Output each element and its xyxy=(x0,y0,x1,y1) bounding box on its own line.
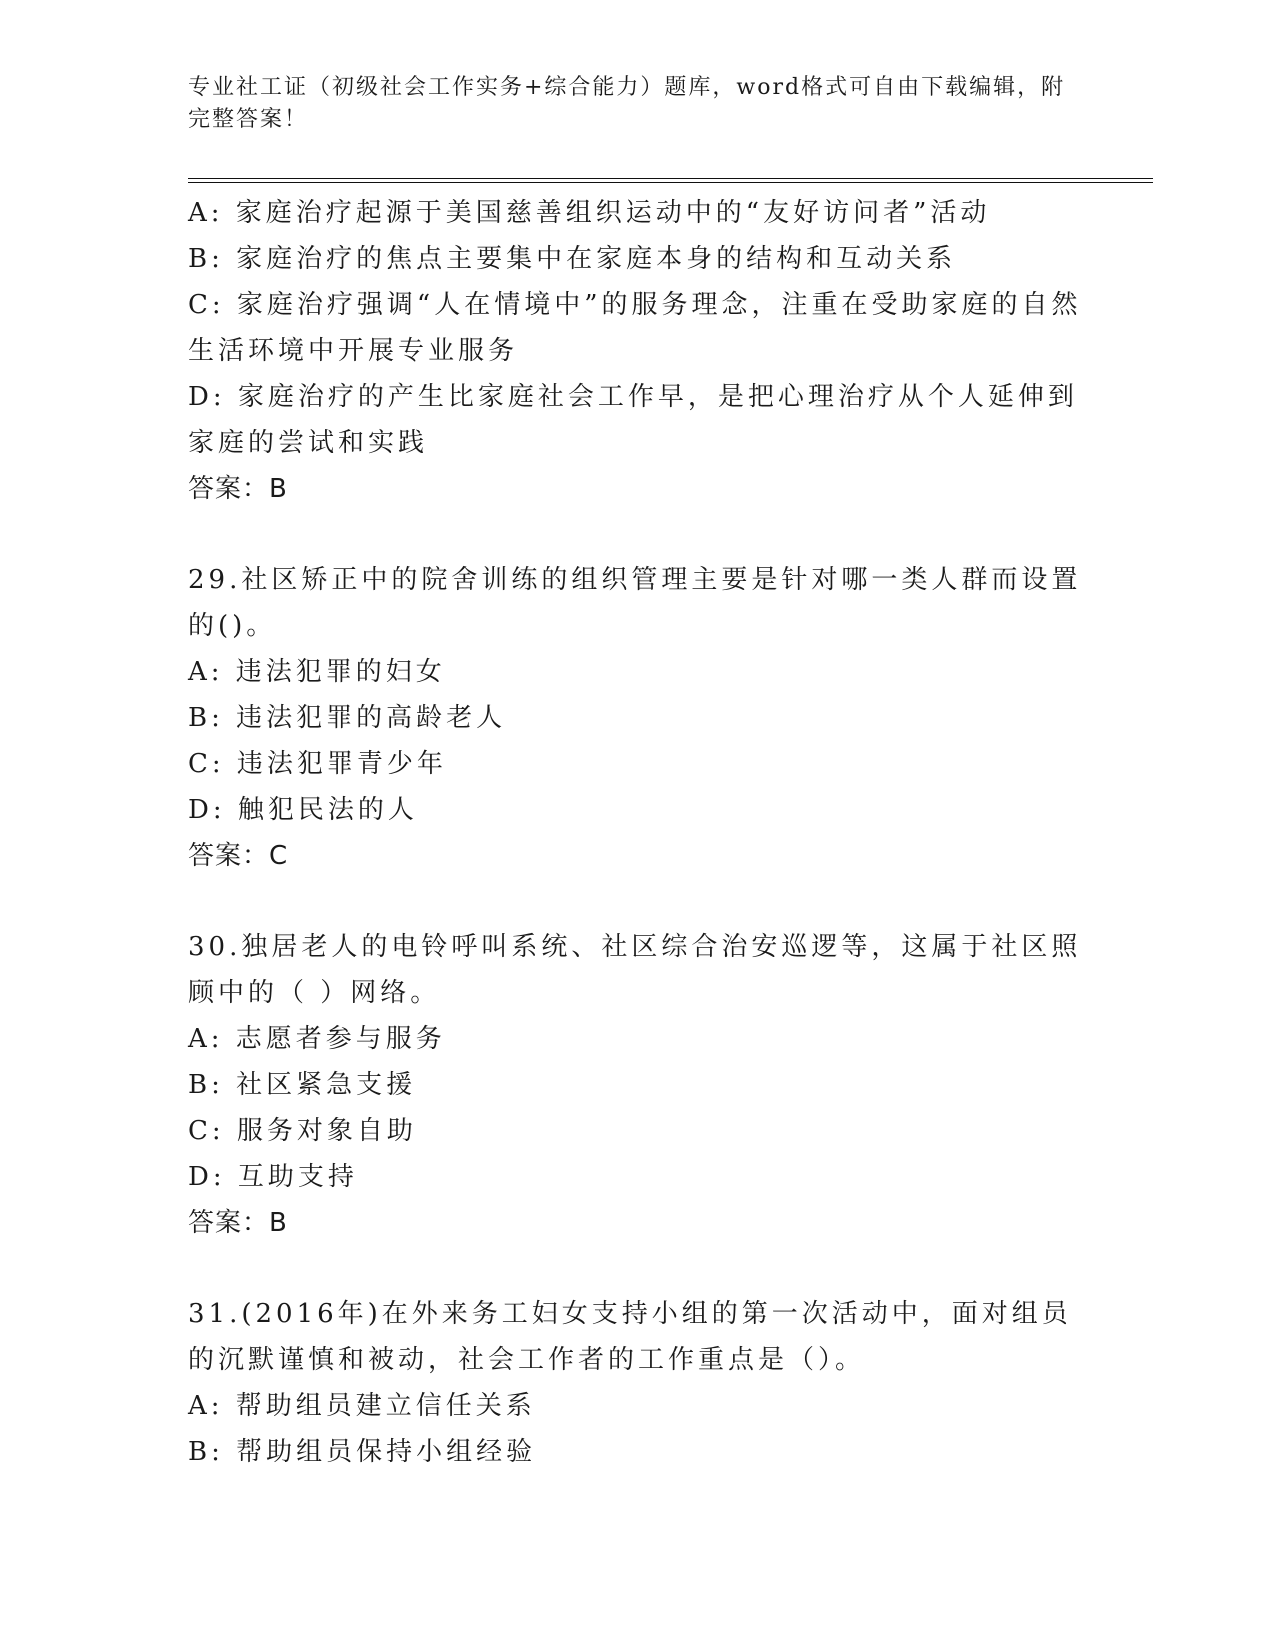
question-29 xyxy=(188,557,1088,879)
answer-label: 答案：B xyxy=(188,1208,288,1238)
header-title-line-2: 完整答案！ xyxy=(188,107,309,132)
option-c: C: 违法犯罪青少年 xyxy=(188,749,447,779)
spacer xyxy=(188,512,1088,557)
option-b: B: 家庭治疗的焦点主要集中在家庭本身的结构和互动关系 xyxy=(188,244,957,274)
question-30 xyxy=(188,924,1088,1246)
option-a: A: 家庭治疗起源于美国慈善组织运动中的“友好访问者”活动 xyxy=(188,198,991,228)
question-text: 29.社区矫正中的院舍训练的组织管理主要是针对哪一类人群而设置的()。 xyxy=(188,565,1082,641)
option-a: A: 帮助组员建立信任关系 xyxy=(188,1391,536,1421)
option-d: D: 触犯民法的人 xyxy=(188,795,418,825)
option-b: B: 违法犯罪的高龄老人 xyxy=(188,703,507,733)
option-a: A: 违法犯罪的妇女 xyxy=(188,657,446,687)
question-28 xyxy=(188,190,1088,512)
option-b: B: 社区紧急支援 xyxy=(188,1070,417,1100)
option-d: D: 互助支持 xyxy=(188,1162,358,1192)
option-c: C: 家庭治疗强调“人在情境中”的服务理念，注重在受助家庭的自然生活环境中开展专业服务 xyxy=(188,290,1082,366)
question-text: 30.独居老人的电铃呼叫系统、社区综合治安巡逻等，这属于社区照顾中的（ ）网络。 xyxy=(188,932,1082,1008)
spacer xyxy=(188,1246,1088,1291)
option-a: A: 志愿者参与服务 xyxy=(188,1024,446,1054)
header-divider xyxy=(188,178,1153,183)
answer-label: 答案：B xyxy=(188,474,288,504)
document-body xyxy=(188,190,1088,1475)
answer-label: 答案：C xyxy=(188,841,289,871)
page-header xyxy=(188,72,1088,136)
question-text: 31.(2016年)在外来务工妇女支持小组的第一次活动中，面对组员的沉默谨慎和被动，社会工作者的工作重点是（）。 xyxy=(188,1299,1072,1375)
question-31 xyxy=(188,1291,1088,1475)
option-b: B: 帮助组员保持小组经验 xyxy=(188,1437,537,1467)
header-title-line-1: 专业社工证（初级社会工作实务+综合能力）题库，word格式可自由下载编辑，附 xyxy=(188,75,1066,100)
option-d: D: 家庭治疗的产生比家庭社会工作早，是把心理治疗从个人延伸到家庭的尝试和实践 xyxy=(188,382,1078,458)
spacer xyxy=(188,879,1088,924)
option-c: C: 服务对象自助 xyxy=(188,1116,417,1146)
